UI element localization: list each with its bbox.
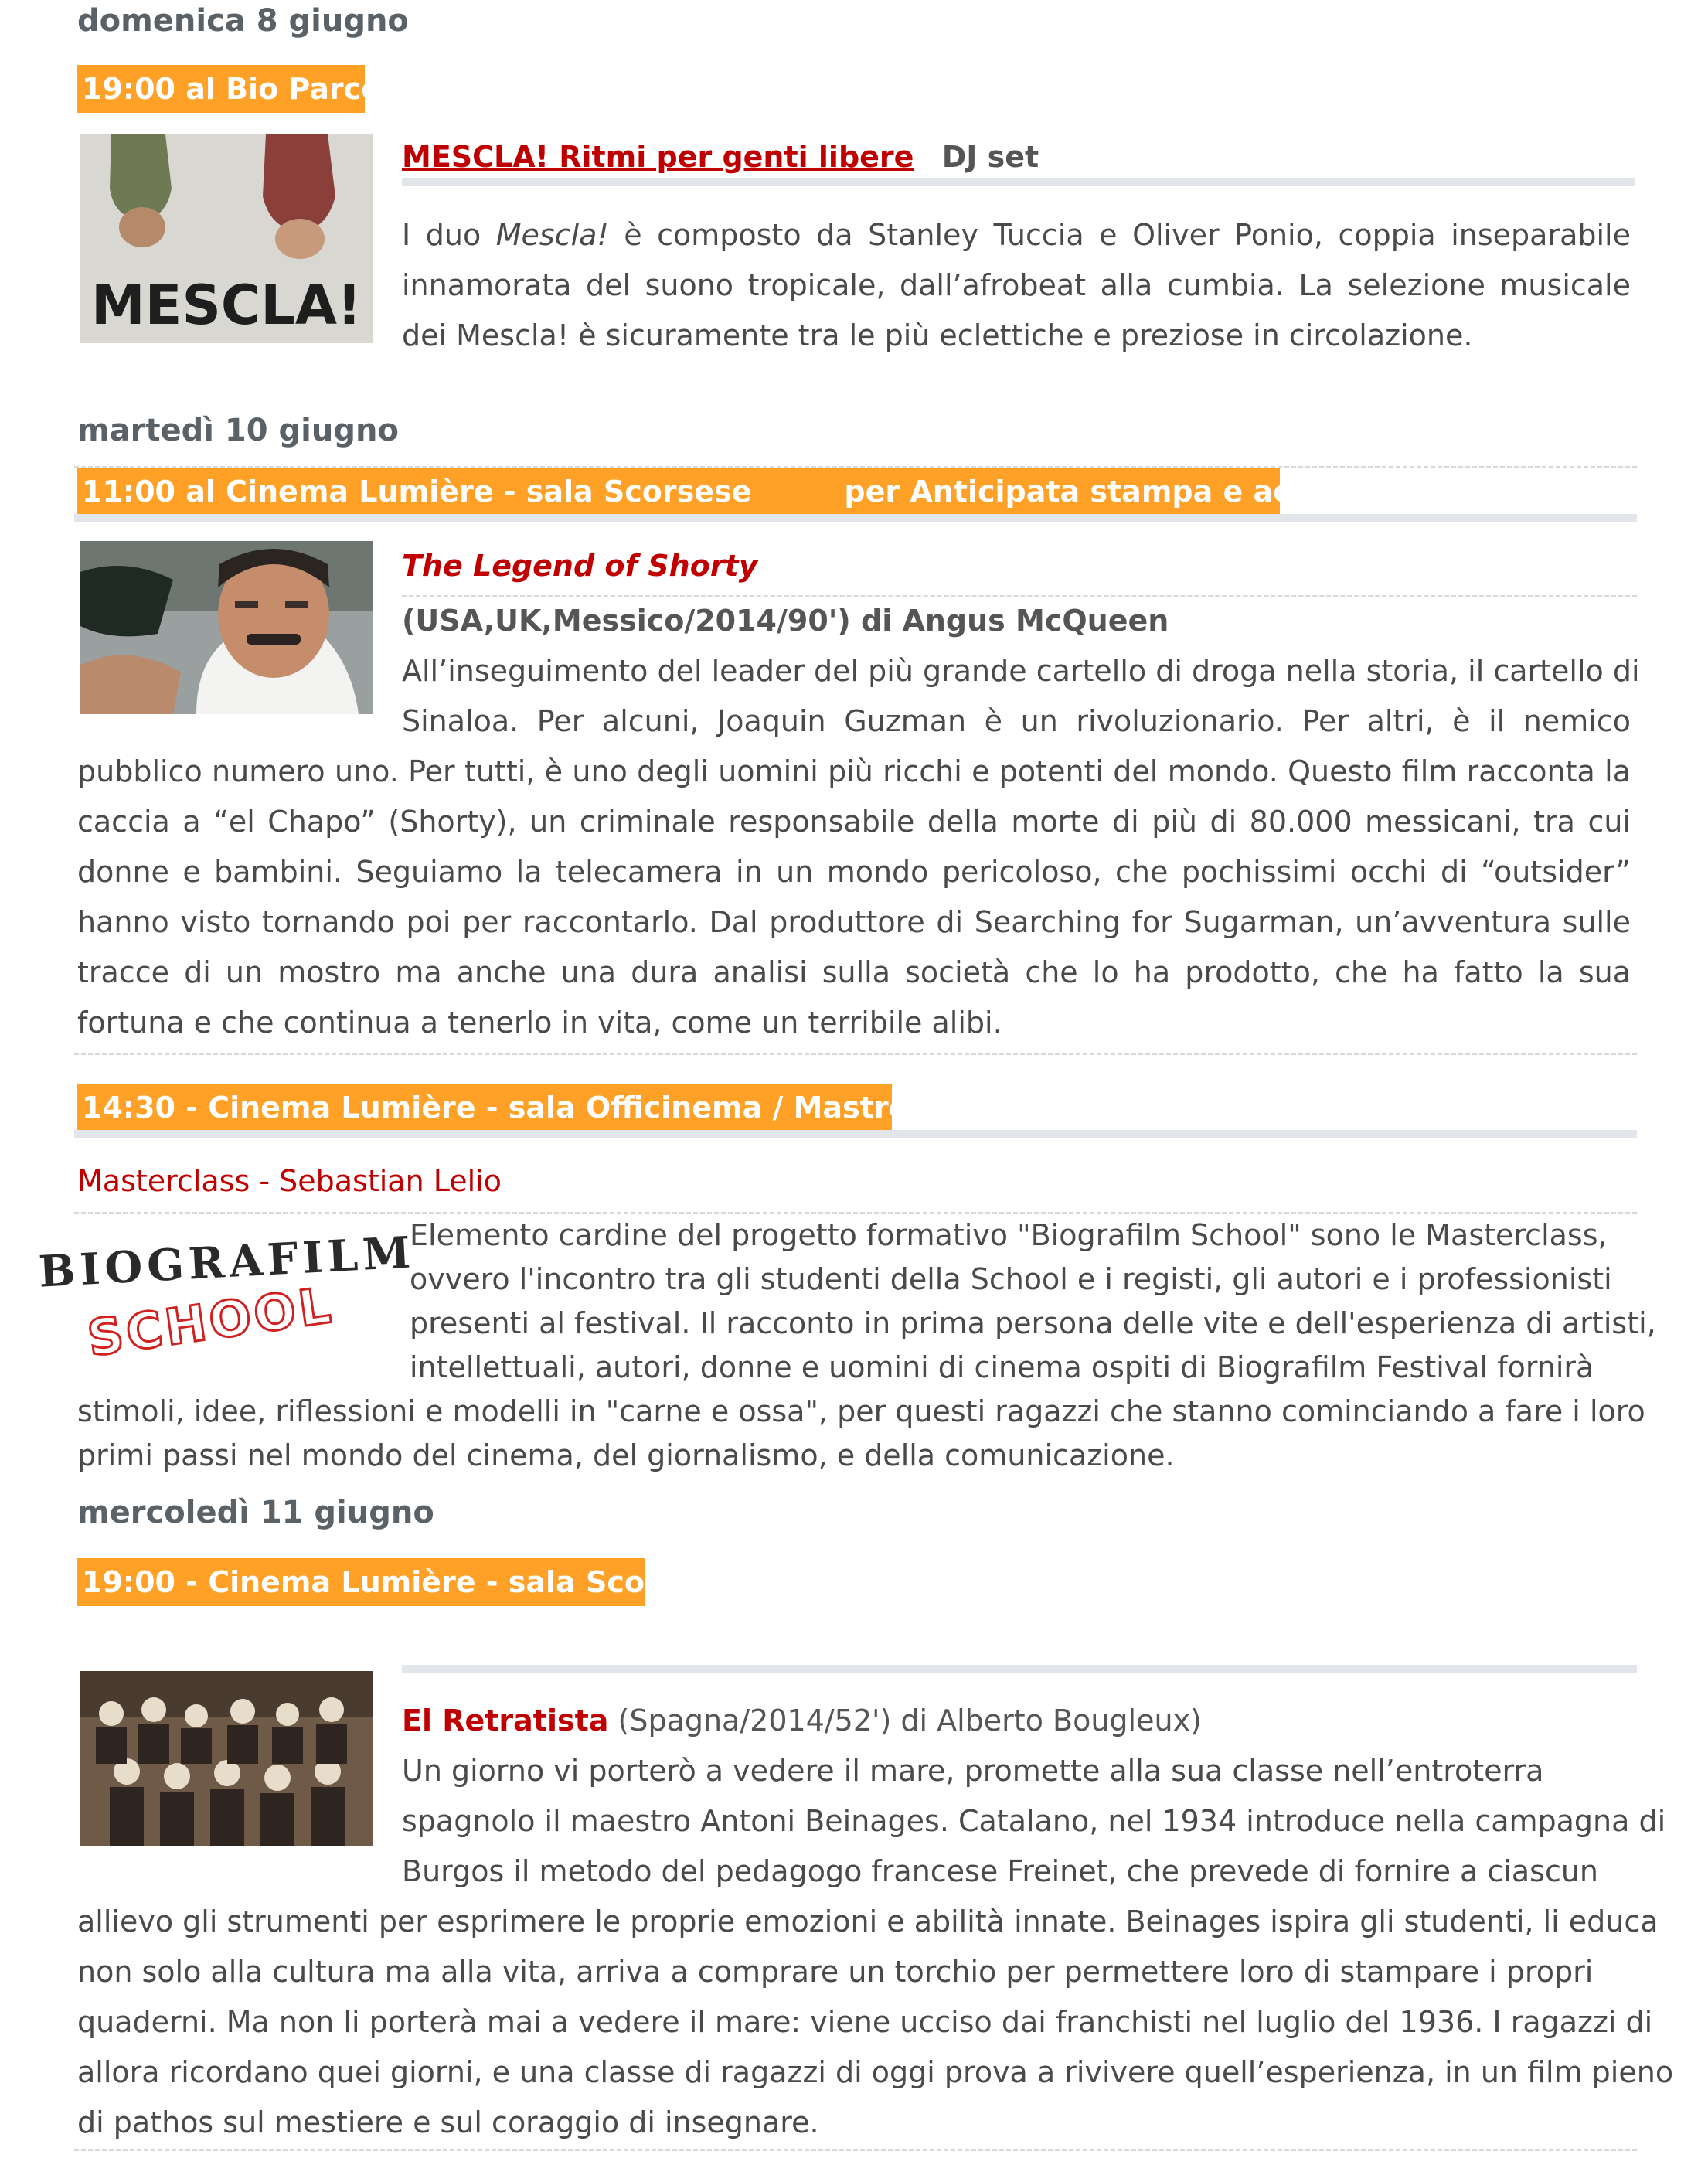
- mescla-image: [80, 134, 373, 343]
- retratista-photo: [80, 1671, 373, 1846]
- dashed-rule: [74, 1053, 1637, 1055]
- day-heading: mercoledì 11 giugno: [77, 1495, 434, 1530]
- day-heading: domenica 8 giugno: [77, 3, 409, 39]
- biografilm-school-mark: [37, 1223, 417, 1370]
- event-title-link[interactable]: MESCLA! Ritmi per genti libere: [402, 140, 914, 174]
- event-subtitle: DJ set: [941, 140, 1039, 174]
- time-slot: 11:00 al Cinema Lumière - sala Scorsese per Anticipata stampa e accreditati: [77, 468, 1280, 516]
- day-heading: martedì 10 giugno: [77, 413, 399, 448]
- desc-line: Sinaloa. Per alcuni, Joaquin Guzman è un rivoluzionario. Per altri, è il nemico: [402, 704, 1631, 738]
- event-description-rest: stimoli, idee, riflessioni e modelli in "carne e ossa", per questi ragazzi che stanno cominciando a fare i loro primi passi nel mondo del cinema, del giornalismo, e della comunicazione.: [77, 1394, 1645, 1472]
- svg-text:SCHOOL: SCHOOL: [83, 1277, 338, 1369]
- event-description-top: Elemento cardine del progetto formativo "Biografilm School" sono le Masterclass, ovvero l'incontro tra gli studenti della School e i registi, gli autori e i professionisti presenti al festival. Il racconto in prima persona delle vite e dell'esperienza di artisti, intellettuali, autori, donne e uomini di cinema ospiti di Biografilm Festival fornirà: [410, 1218, 1656, 1384]
- dashed-rule: [74, 2149, 1637, 2151]
- class-group-photo: [80, 1671, 373, 1846]
- svg-text:BIOGRAFILM: BIOGRAFILM: [37, 1227, 417, 1298]
- desc-line: All’inseguimento del leader del più grande cartello di droga nella storia, il cartello di: [402, 654, 1640, 688]
- event-title-line: [402, 1696, 1202, 1746]
- title-rule: [402, 178, 1635, 186]
- event-title: The Legend of Shorty: [402, 549, 758, 583]
- mescla-illustration: [80, 134, 373, 343]
- section-rule: [402, 1665, 1637, 1673]
- section-rule: [74, 1130, 1637, 1138]
- shorty-photo: [80, 541, 373, 714]
- event-description-rest: allievo gli strumenti per esprimere le proprie emozioni e abilità innate. Beinages ispira gli studenti, li educa non solo alla cultura ma alla vita, arriva a comprare un torchio per permettere loro di stampare i propri quaderni. Ma non li porterà mai a vedere il mare: viene ucciso dai franchisti nel luglio del 1936. I ragazzi di allora ricordano quei giorni, e una classe di ragazzi di oggi prova a rivivere quell’esperienza, in un film pieno di pathos sul mestiere e sul coraggio di insegnare.: [77, 1904, 1674, 2139]
- event-description: pubblico numero uno. Per tutti, è uno degli uomini più ricchi e potenti del mondo. Questo film racconta la caccia a “el Chapo” (Shorty), un criminale responsabile della morte di più di 80.000 messicani, tra cui donne e bambini. Seguiamo la telecamera in un mondo pericoloso, che pochissimi occhi di “outsider” hanno visto tornando poi per raccontarlo. Dal produttore di Searching for Sugarman, un’avventura sulle tracce di un mostro ma anche una dura analisi sulla società che lo ha prodotto, che ha fatto la sua fortuna e che continua a tenerlo in vita, come un terribile alibi.: [77, 754, 1631, 1040]
- event-title: El Retratista: [402, 1704, 609, 1738]
- event-credits: (Spagna/2014/52') di Alberto Bougleux): [608, 1704, 1202, 1738]
- time-slot: 19:00 al Bio Parco: [77, 65, 365, 113]
- mescla-logo-text: MESCLA!: [91, 274, 362, 337]
- biografilm-school-logo: [37, 1223, 417, 1370]
- section-rule: [74, 514, 1637, 522]
- event-title: Masterclass - Sebastian Lelio: [77, 1164, 502, 1198]
- time-slot: 14:30 - Cinema Lumière - sala Officinema / Mastroianni: [77, 1084, 892, 1132]
- time-slot: 19:00 - Cinema Lumière - sala Scorsese: [77, 1558, 645, 1606]
- event-credits: (USA,UK,Messico/2014/90') di Angus McQueen: [402, 604, 1169, 638]
- shorty-portrait: [80, 541, 373, 714]
- event-title-line: [402, 130, 1039, 184]
- event-description-top: Un giorno vi porterò a vedere il mare, promette alla sua classe nell’entroterra spagnolo il maestro Antoni Beinages. Catalano, nel 1934 introduce nella campagna di Burgos il metodo del pedagogo francese Freinet, che prevede di fornire a ciascun: [402, 1754, 1666, 1888]
- event-description: I duo Mescla! è composto da Stanley Tuccia e Oliver Ponio, coppia inseparabile innamorata del suono tropicale, dall’afrobeat alla cumbia. La selezione musicale dei Mescla! è sicuramente tra le più eclettiche e preziose in circolazione.: [402, 218, 1631, 352]
